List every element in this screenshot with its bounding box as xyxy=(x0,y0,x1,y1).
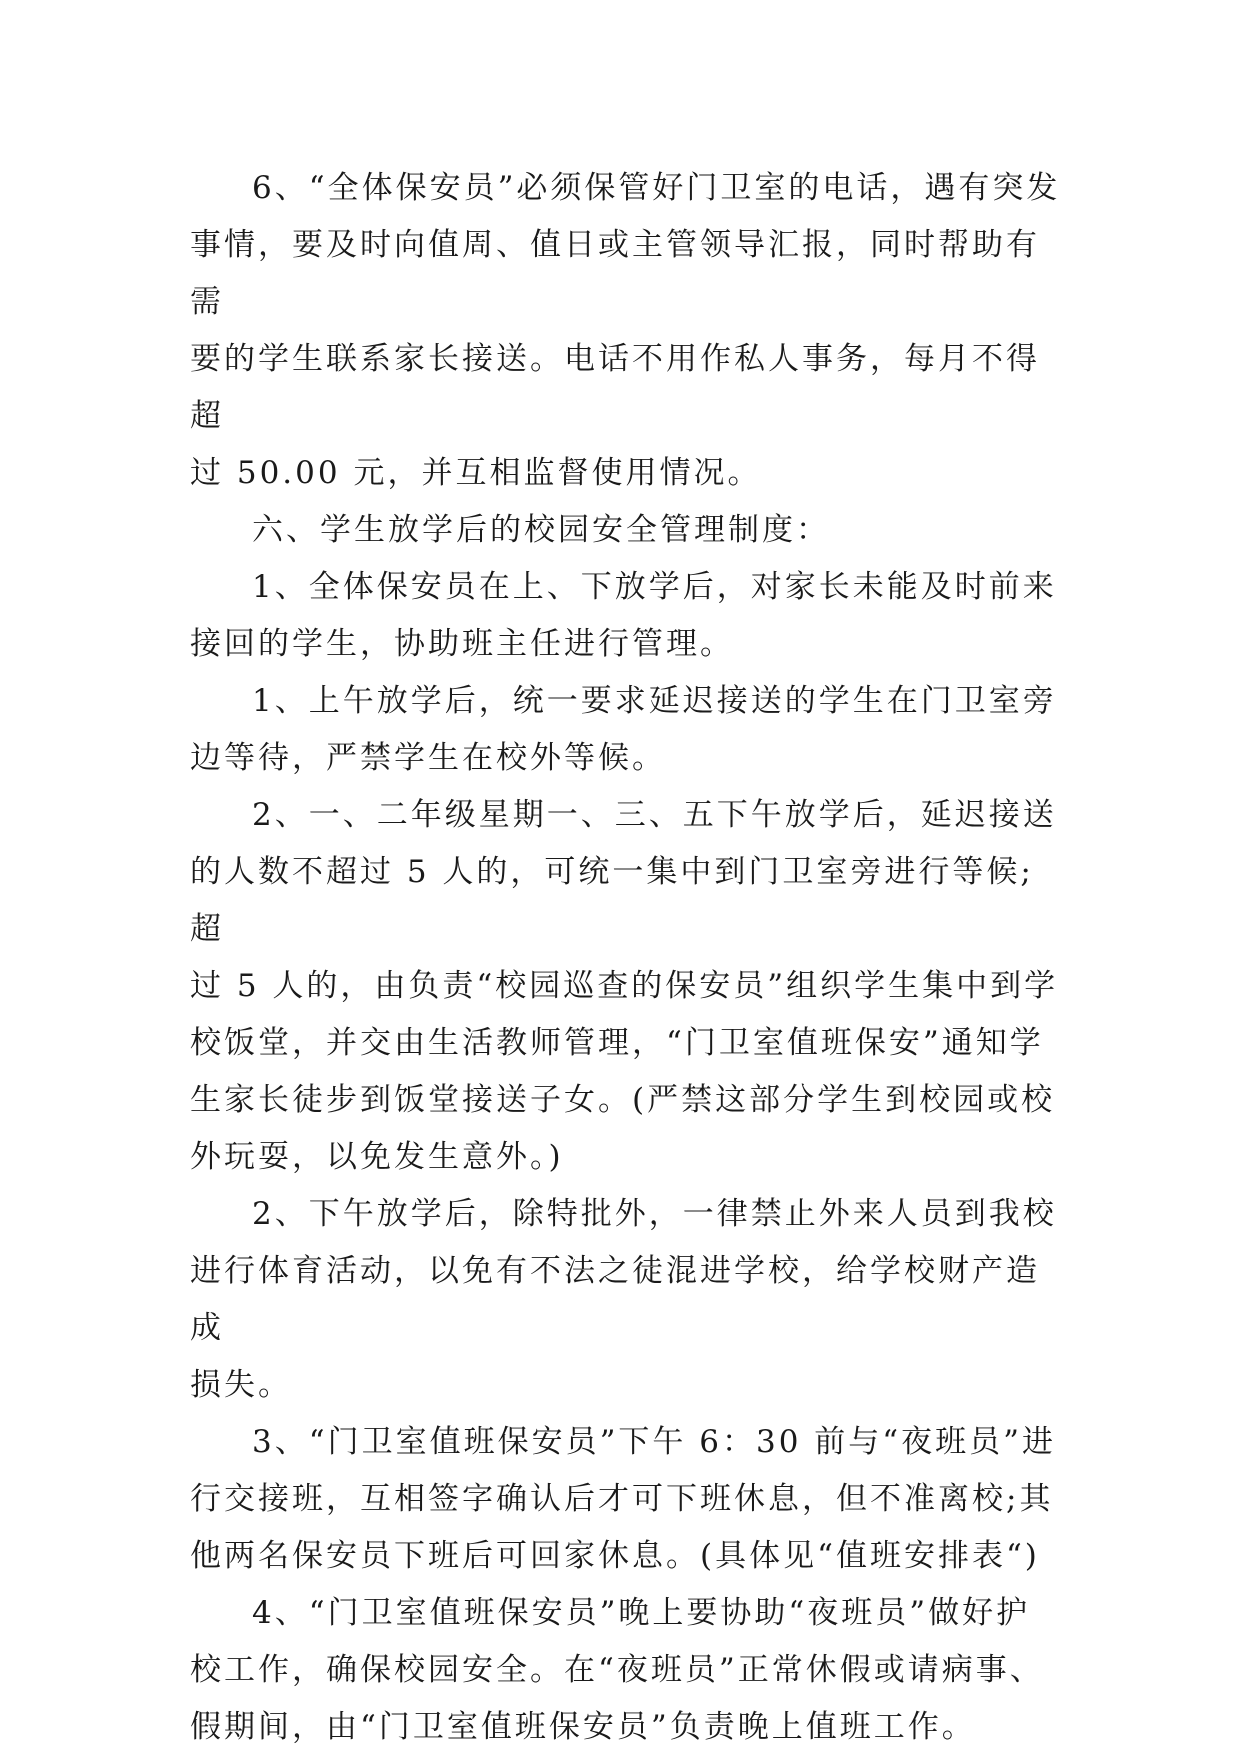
paragraph-assist-class-teacher: 1、全体保安员在上、下放学后，对家长未能及时前来 接回的学生，协助班主任进行管理。 xyxy=(190,569,1057,662)
document-body xyxy=(190,160,1062,1756)
paragraph-grade-one-two-dismissal: 2、一、二年级星期一、三、五下午放学后，延迟接送 的人数不超过 5 人的，可统一集中到门卫室旁进行等候;超 过 5 人的，由负责“校园巡查的保安员”组织学生集中到学 校饭堂，并交由生活教师管理，“门卫室值班保安”通知学 生家长徒步到饭堂接送子女。(严禁这部分学生到校园或校 外玩耍，以免发生意外。) xyxy=(190,797,1059,1175)
paragraph-security-phone: 6、“全体保安员”必须保管好门卫室的电话，遇有突发 事情，要及时向值周、值日或主管领导汇报，同时帮助有需 要的学生联系家长接送。电话不用作私人事务，每月不得超 过 50.00 元，并互相监督使用情况。 xyxy=(190,170,1061,491)
paragraph-morning-dismissal: 1、上午放学后，统一要求延迟接送的学生在门卫室旁 边等待，严禁学生在校外等候。 xyxy=(190,683,1057,776)
paragraph-afternoon-no-outsiders: 2、下午放学后，除特批外，一律禁止外来人员到我校 进行体育活动，以免有不法之徒混进学校，给学校财产造成 损失。 xyxy=(190,1196,1057,1403)
paragraph-night-duty: 4、“门卫室值班保安员”晚上要协助“夜班员”做好护 校工作，确保校园安全。在“夜班员”正常休假或请病事、 假期间，由“门卫室值班保安员”负责晚上值班工作。 xyxy=(190,1595,1044,1745)
paragraph-shift-handover: 3、“门卫室值班保安员”下午 6：30 前与“夜班员”进 行交接班，互相签字确认后才可下班休息，但不准离校;其 他两名保安员下班后可回家休息。(具体见“值班安排表“) xyxy=(190,1424,1056,1574)
section-heading-after-school-safety: 六、学生放学后的校园安全管理制度： xyxy=(252,512,830,548)
